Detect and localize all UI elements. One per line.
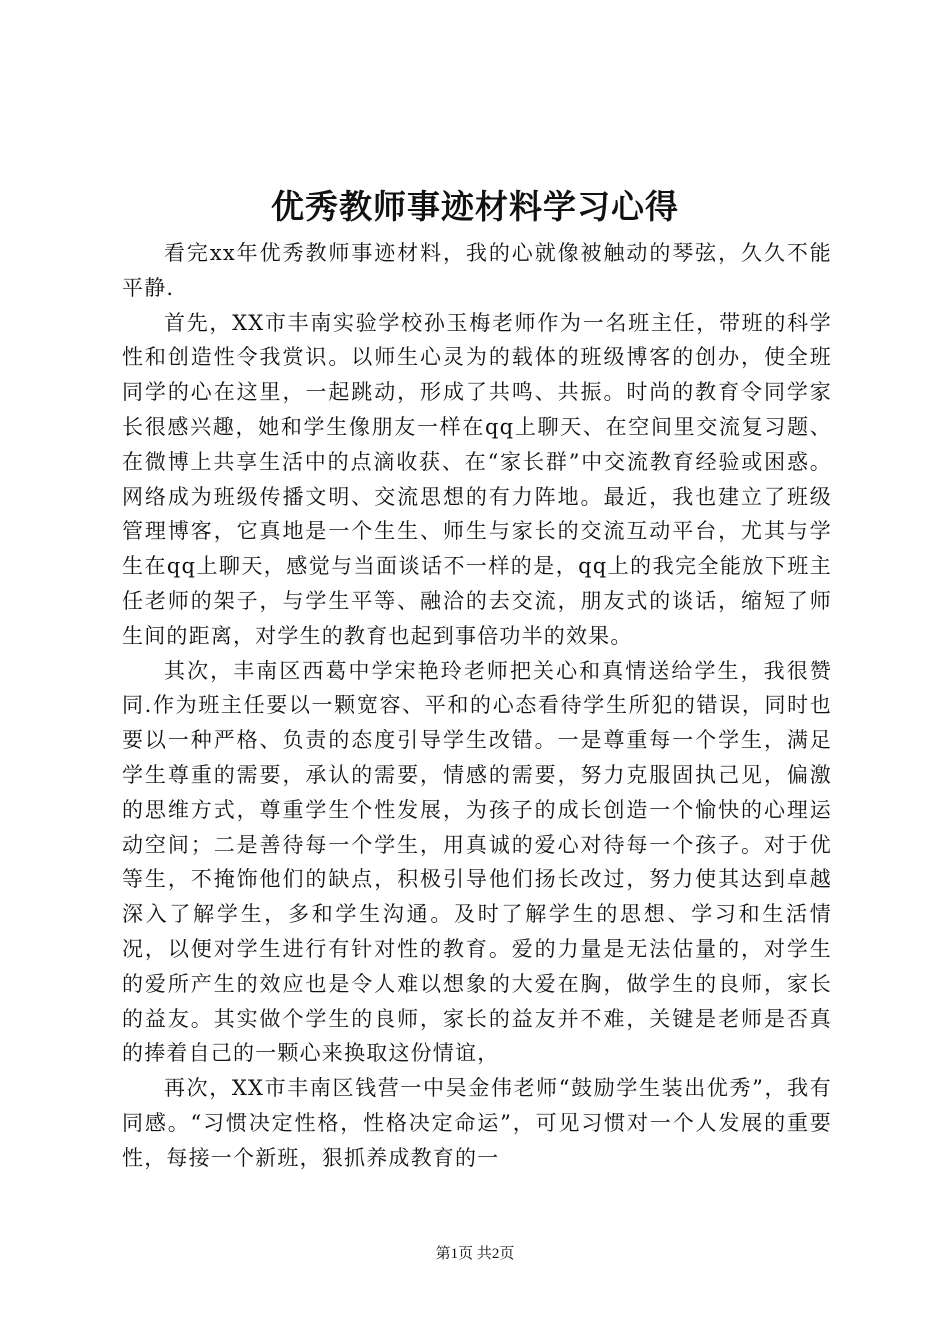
paragraph: 其次，丰南区西葛中学宋艳玲老师把关心和真情送给学生，我很赞同.作为班主任要以一颗宽容、平和的心态看待学生所犯的错误，同时也要以一种严格、负责的态度引导学生改错。一是尊重每一个学生，满足学生尊重的需要，承认的需要，情感的需要，努力克服固执己见，偏激的思维方式，尊重学生个性发展，为孩子的成长创造一个愉快的心理运动空间；二是善待每一个学生，用真诚的爱心对待每一个孩子。对于优等生，不掩饰他们的缺点，积极引导他们扬长改过，努力使其达到卓越深入了解学生，多和学生沟通。及时了解学生的思想、学习和生活情况，以便对学生进行有针对性的教育。爱的力量是无法估量的，对学生的爱所产生的效应也是令人难以想象的大爱在胸，做学生的良师，家长的益友。其实做个学生的良师，家长的益友并不难，关键是老师是否真的捧着自己的一颗心来换取这份情谊，	[122, 658, 832, 1066]
document-title: 优秀教师事迹材料学习心得	[271, 187, 679, 226]
paragraph: 首先，XX市丰南实验学校孙玉梅老师作为一名班主任，带班的科学性和创造性令我赏识。以师生心灵为的载体的班级博客的创办，使全班同学的心在这里，一起跳动，形成了共鸣、共振。时尚的教育令同学家长很感兴趣，她和学生像朋友一样在qq上聊天、在空间里交流复习题、在微博上共享生活中的点滴收获、在“家长群”中交流教育经验或困惑。网络成为班级传播文明、交流思想的有力阵地。最近，我也建立了班级管理博客，它真地是一个生生、师生与家长的交流互动平台，尤其与学生在qq上聊天，感觉与当面谈话不一样的是，qq上的我完全能放下班主任老师的架子，与学生平等、融洽的去交流，朋友式的谈话，缩短了师生间的距离，对学生的教育也起到事倍功半的效果。	[122, 310, 832, 648]
paragraph: 看完xx年优秀教师事迹材料，我的心就像被触动的琴弦，久久不能平静.	[122, 241, 832, 300]
paragraph: 再次，XX市丰南区钱营一中吴金伟老师“鼓励学生装出优秀”，我有同感。“习惯决定性格，性格决定命运”，可见习惯对一个人发展的重要性，每接一个新班，狠抓养成教育的一	[122, 1076, 832, 1170]
document-body	[122, 236, 832, 1176]
page-number-footer: 第1页 共2页	[435, 1246, 515, 1262]
